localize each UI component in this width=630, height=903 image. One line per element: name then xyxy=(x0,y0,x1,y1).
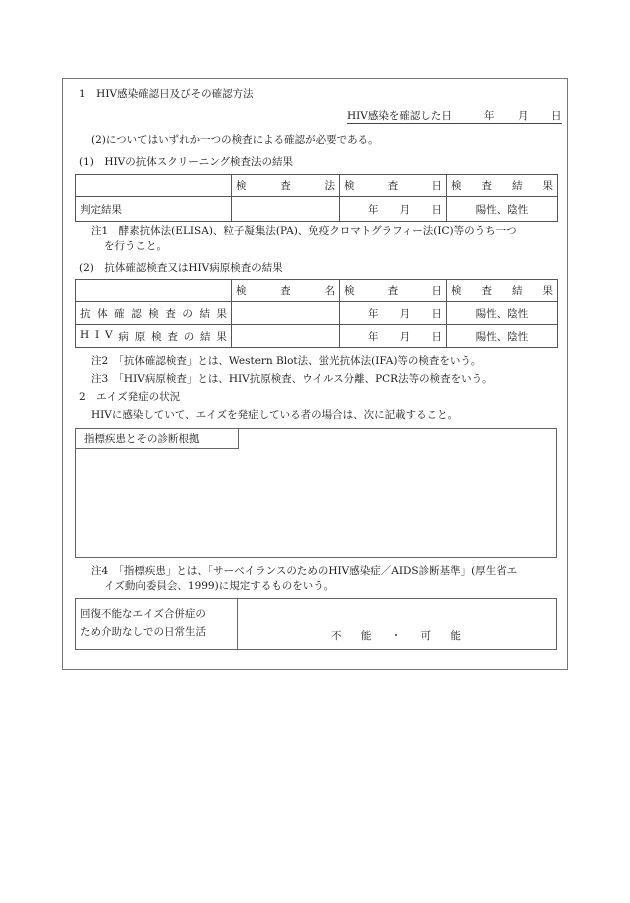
daily-life-table xyxy=(75,598,557,650)
note4-line2: イズ動向委員会、1999)に規定するものをいう。 xyxy=(104,580,335,592)
header-name: 検 査 名 xyxy=(232,280,340,302)
result-cell[interactable]: 陽性、陰性 xyxy=(447,325,558,348)
sub2-heading: (2) 抗体確認検査又はHIV病原検査の結果 xyxy=(79,262,283,274)
option-not-possible-1[interactable]: 不 xyxy=(331,630,342,642)
header-date: 検 査 日 xyxy=(340,175,447,197)
daily-life-options xyxy=(331,631,461,642)
option-separator: ・ xyxy=(390,630,402,642)
note2: 注2 「抗体確認検査」とは、Western Blot法、蛍光抗体法(IFA)等の検査をいう。 xyxy=(91,355,482,367)
daily-life-label-line2: ため介助なしでの日常生活 xyxy=(80,626,206,638)
table-row xyxy=(76,302,558,325)
daily-life-divider xyxy=(237,598,238,650)
confirm-date-label: HIV感染を確認した日 xyxy=(347,110,452,122)
table-row xyxy=(76,197,558,222)
section1-heading: 1 HIV感染確認日及びその確認方法 xyxy=(79,88,254,100)
option-possible-2[interactable]: 能 xyxy=(450,630,461,642)
confirm-date-underline xyxy=(347,123,562,124)
section2-intro: HIVに感染していて、エイズを発症している者の場合は、次に記載すること。 xyxy=(91,409,459,421)
result-cell[interactable]: 陽性、陰性 xyxy=(447,197,558,222)
header-blank xyxy=(76,175,232,197)
test-name-cell[interactable] xyxy=(232,325,340,348)
header-result: 検 査 結 果 xyxy=(447,175,558,197)
header-date: 検 査 日 xyxy=(340,280,447,302)
result-cell[interactable]: 陽性、陰性 xyxy=(447,302,558,325)
method-cell[interactable] xyxy=(232,197,340,222)
date-cell[interactable]: 年 月 日 xyxy=(340,302,447,325)
note3: 注3 「HIV病原検査」とは、HIV抗原検査、ウイルス分離、PCR法等の検査をいう。 xyxy=(91,373,493,385)
confirm-month-unit[interactable]: 月 xyxy=(518,110,529,122)
note4-line1: 注4 「指標疾患」とは、「サーベイランスのためのHIV感染症／AIDS診断基準」(厚生省エ xyxy=(91,565,518,577)
date-cell[interactable]: 年 月 日 xyxy=(340,325,447,348)
screening-table xyxy=(75,174,558,222)
table-row xyxy=(76,325,558,348)
date-cell[interactable]: 年 月 日 xyxy=(340,197,447,222)
confirm-year-unit[interactable]: 年 xyxy=(484,110,495,122)
section1-intro: (2)についてはいずれか一つの検査による確認が必要である。 xyxy=(91,134,379,146)
sub1-heading: (1) HIVの抗体スクリーニング検査法の結果 xyxy=(79,156,294,168)
confirm-day-unit[interactable]: 日 xyxy=(551,110,562,122)
diagnosis-box-label: 指標疾患とその診断根拠 xyxy=(75,428,239,449)
confirmation-table xyxy=(75,279,558,348)
header-blank xyxy=(76,280,232,302)
note1-line1: 注1 酵素抗体法(ELISA)、粒子凝集法(PA)、免疫クロマトグラフィー法(IC)等のうち一つ xyxy=(91,225,517,237)
table-header-row xyxy=(76,280,558,302)
daily-life-label-line1: 回復不能なエイズ合併症の xyxy=(80,608,206,620)
option-not-possible-2[interactable]: 能 xyxy=(360,630,372,642)
table-header-row xyxy=(76,175,558,197)
header-method: 検 査 法 xyxy=(232,175,340,197)
row-label-pathogen: H I V 病 原 検 査 の 結 果 xyxy=(76,325,232,348)
test-name-cell[interactable] xyxy=(232,302,340,325)
row-label-antibody: 抗 体 確 認 検 査 の 結 果 xyxy=(76,302,232,325)
option-possible-1[interactable]: 可 xyxy=(420,630,432,642)
header-result: 検 査 結 果 xyxy=(447,280,558,302)
section2-heading: 2 エイズ発症の状況 xyxy=(79,391,181,403)
note1-line2: を行うこと。 xyxy=(104,240,167,252)
row-label: 判定結果 xyxy=(76,197,232,222)
